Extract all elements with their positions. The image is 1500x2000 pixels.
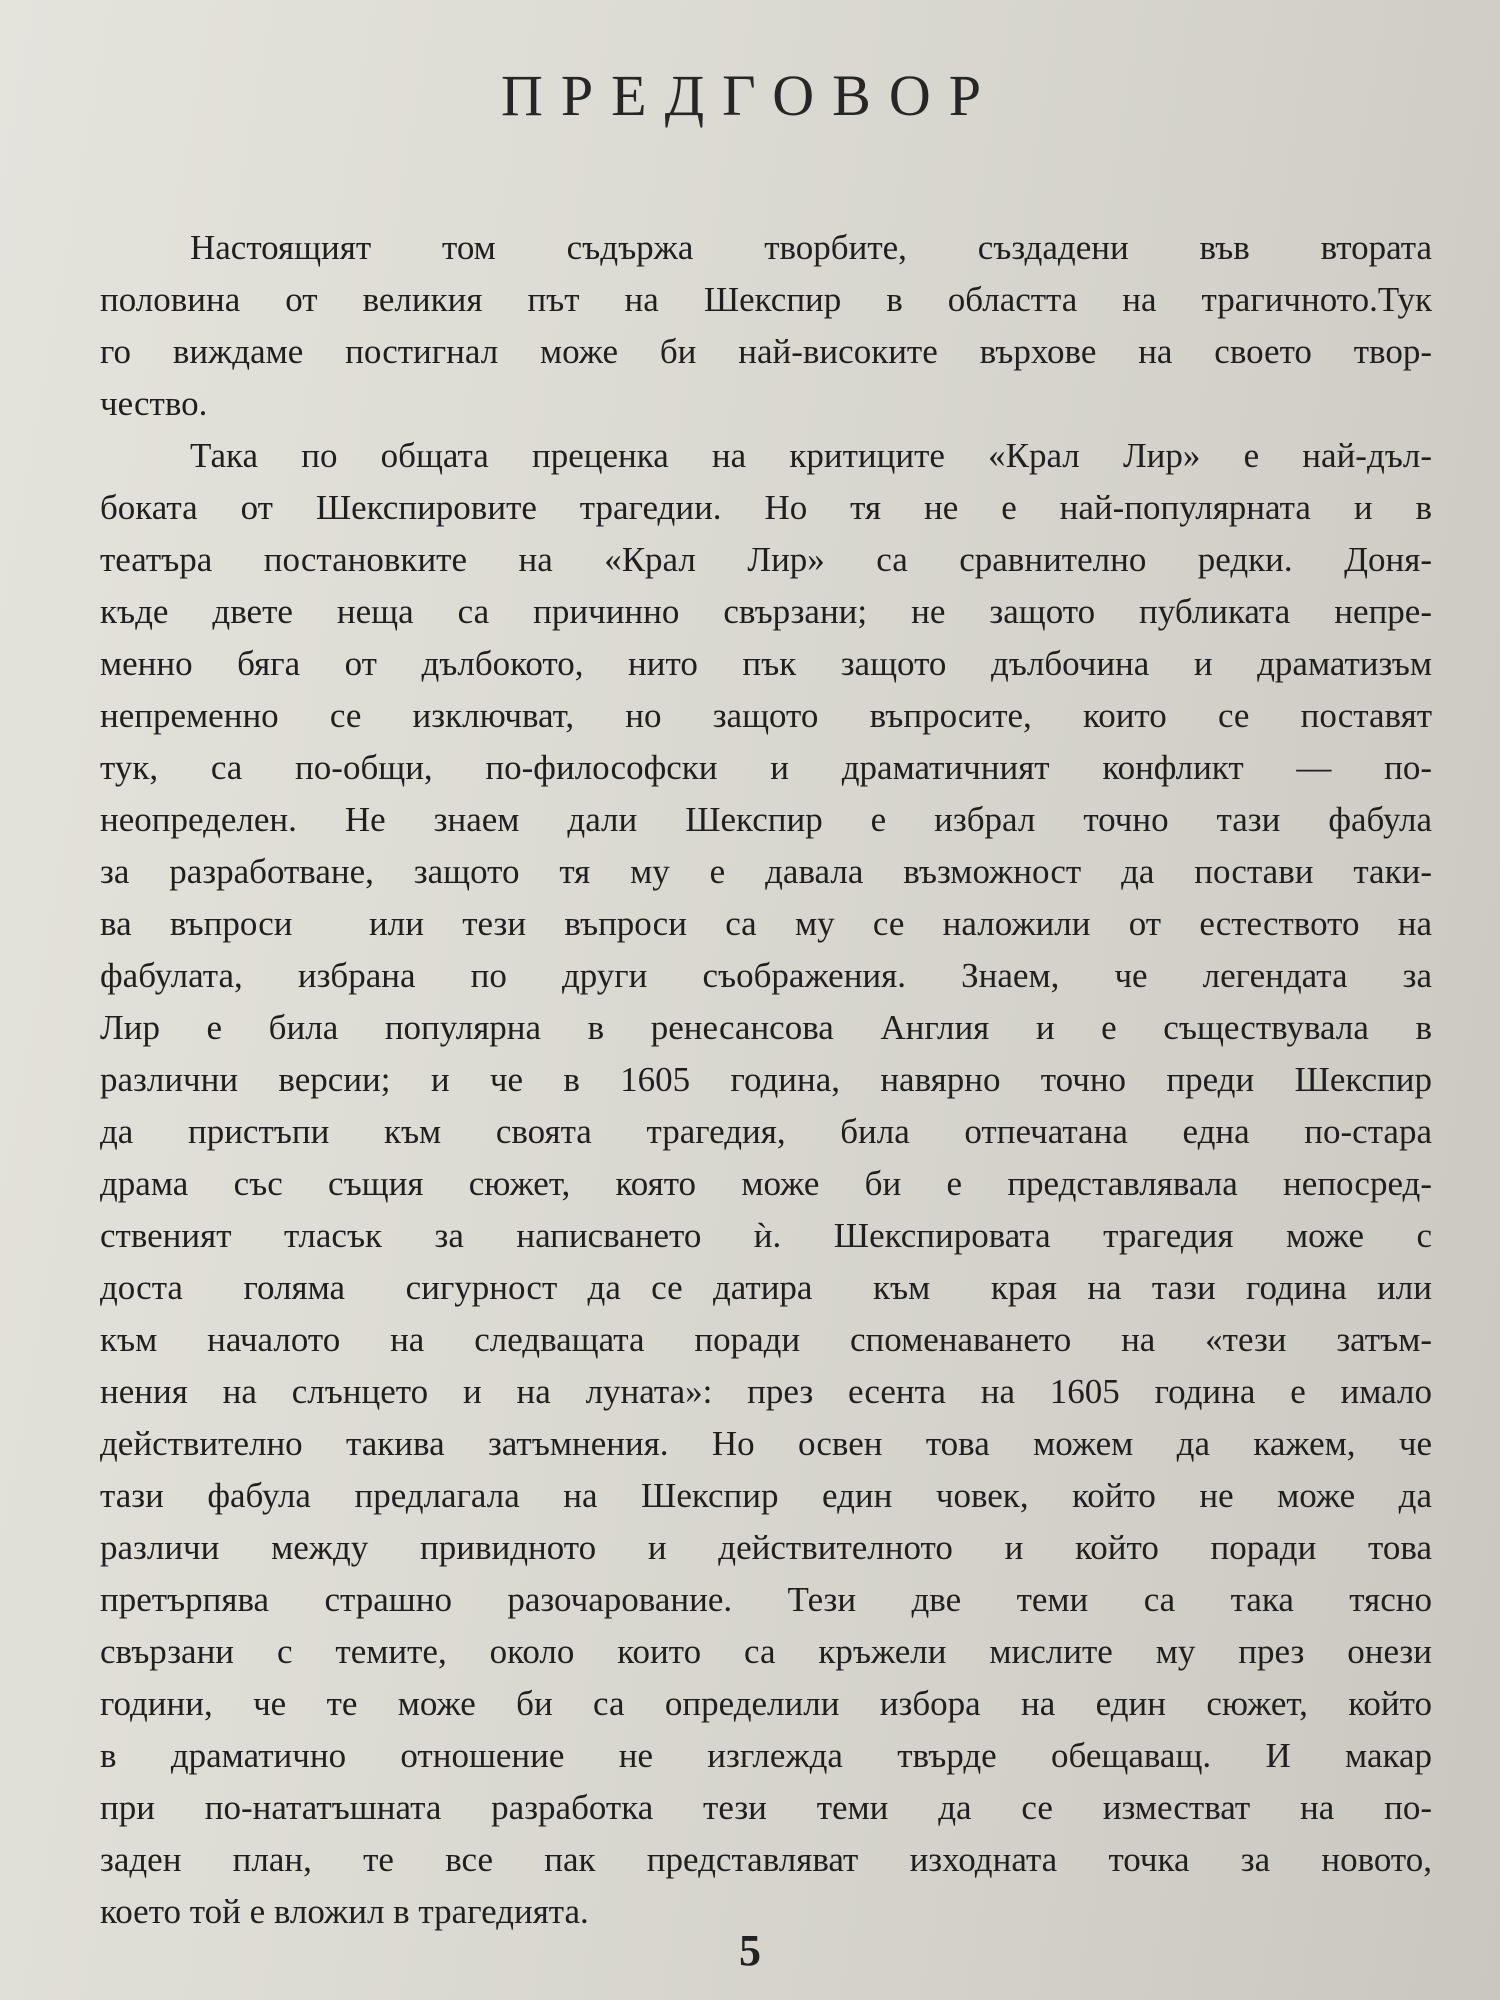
text-line: години, че те може би са определили избора на един сюжет, който [100, 1684, 1432, 1723]
text-line: чество. [100, 384, 208, 423]
text-line: половина от великия път на Шекспир в областта на трагичното.Тук [100, 280, 1432, 319]
text-line: да пристъпи към своята трагедия, била отпечатана една по-стара [100, 1112, 1432, 1151]
text-line: театъра постановките на «Крал Лир» са сравнително редки. Доня- [100, 540, 1432, 579]
text-line: претърпява страшно разочарование. Тези две теми са така тясно [100, 1580, 1432, 1619]
text-line: доста голяма сигурност да се датира към края на тази година или [100, 1268, 1432, 1307]
text-line: тази фабула предлагала на Шекспир един човек, който не може да [100, 1476, 1432, 1515]
paragraph [100, 222, 1432, 430]
text-line: действително такива затъмнения. Но освен това можем да кажем, че [100, 1424, 1432, 1463]
text-line: към началото на следващата поради споменаването на «тези затъм- [100, 1320, 1432, 1359]
text-line: за разработване, защото тя му е давала възможност да постави таки- [100, 852, 1432, 891]
text-line: ственият тласък за написването ѝ. Шекспировата трагедия може с [100, 1216, 1432, 1255]
page-title: ПРЕДГОВОР [501, 63, 999, 128]
text-line: къде двете неща са причинно свързани; не защото публиката непре- [100, 592, 1432, 631]
paragraph [100, 430, 1432, 1938]
text-line: драма със същия сюжет, която може би е представлявала непосред- [100, 1164, 1432, 1203]
body-text [100, 222, 1432, 1938]
text-line: го виждаме постигнал може би най-високите върхове на своето твор- [100, 332, 1432, 371]
page-number: 5 [739, 1926, 761, 1975]
text-line: фабулата, избрана по други съображения. Знаем, че легендата за [100, 956, 1432, 995]
text-line: което той е вложил в трагедията. [100, 1892, 589, 1931]
text-line: нения на слънцето и на луната»: през есента на 1605 година е имало [100, 1372, 1432, 1411]
text-line: в драматично отношение не изглежда твърде обещаващ. И макар [100, 1736, 1432, 1775]
text-line: менно бяга от дълбокото, нито пък защото дълбочина и драматизъм [100, 644, 1432, 683]
text-line: различни версии; и че в 1605 година, навярно точно преди Шекспир [100, 1060, 1432, 1099]
text-line: неопределен. Не знаем дали Шекспир е избрал точно тази фабула [100, 800, 1432, 839]
text-line: боката от Шекспировите трагедии. Но тя не е най-популярната и в [100, 488, 1432, 527]
text-line: свързани с темите, около които са кръжели мислите му през онези [100, 1632, 1432, 1671]
text-line: ва въпроси или тези въпроси са му се наложили от естеството на [100, 904, 1432, 943]
text-line: заден план, те все пак представляват изходната точка за новото, [100, 1840, 1432, 1879]
text-line: различи между привидното и действителното и който поради това [100, 1528, 1432, 1567]
text-line: Лир е била популярна в ренесансова Англия и е съществувала в [100, 1008, 1432, 1047]
text-line: Настоящият том съдържа творбите, създадени във втората [190, 228, 1432, 267]
text-line: непременно се изключват, но защото въпросите, които се поставят [100, 696, 1432, 735]
text-line: при по-нататъшната разработка тези теми да се изместват на по- [100, 1788, 1432, 1827]
text-line: Така по общата преценка на критиците «Крал Лир» е най-дъл- [190, 436, 1432, 475]
text-line: тук, са по-общи, по-философски и драматичният конфликт — по- [100, 748, 1432, 787]
